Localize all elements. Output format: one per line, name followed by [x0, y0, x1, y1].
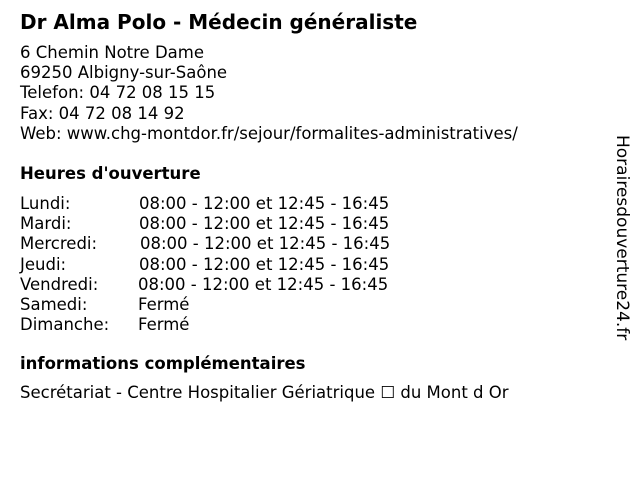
hours-day: Lundi:	[20, 194, 71, 213]
contact-block	[20, 43, 518, 144]
hours-time: Fermé	[138, 315, 190, 335]
hours-day: Mercredi:	[20, 234, 98, 254]
page-title: Dr Alma Polo - Médecin généraliste	[20, 10, 418, 34]
fax-line: Fax: 04 72 08 14 92	[20, 103, 185, 123]
site-watermark: Horairesdouverture24.fr	[612, 135, 632, 341]
address-line-1: 6 Chemin Notre Dame	[20, 43, 204, 62]
web-line: Web: www.chg-montdor.fr/sejour/formalites-administratives/	[20, 123, 518, 143]
info-heading: informations complémentaires	[20, 354, 306, 373]
phone-line: Telefon: 04 72 08 15 15	[20, 83, 216, 103]
hours-day: Dimanche:	[20, 315, 110, 335]
hours-time: 08:00 - 12:00 et 12:45 - 16:45	[140, 234, 391, 254]
hours-time: 08:00 - 12:00 et 12:45 - 16:45	[139, 194, 390, 213]
hours-heading: Heures d'ouverture	[20, 164, 201, 183]
address-line-2: 69250 Albigny-sur-Saône	[20, 63, 228, 83]
hours-day: Mardi:	[20, 214, 72, 234]
hours-time: 08:00 - 12:00 et 12:45 - 16:45	[139, 254, 390, 274]
hours-time: 08:00 - 12:00 et 12:45 - 16:45	[138, 274, 389, 294]
hours-day: Vendredi:	[20, 274, 99, 294]
hours-time: 08:00 - 12:00 et 12:45 - 16:45	[139, 214, 390, 234]
hours-day: Samedi:	[20, 294, 88, 314]
hours-day: Jeudi:	[20, 254, 67, 274]
hours-time: Fermé	[138, 294, 190, 314]
info-text: Secrétariat - Centre Hospitalier Gériatrique ☐ du Mont d Or	[20, 383, 509, 402]
